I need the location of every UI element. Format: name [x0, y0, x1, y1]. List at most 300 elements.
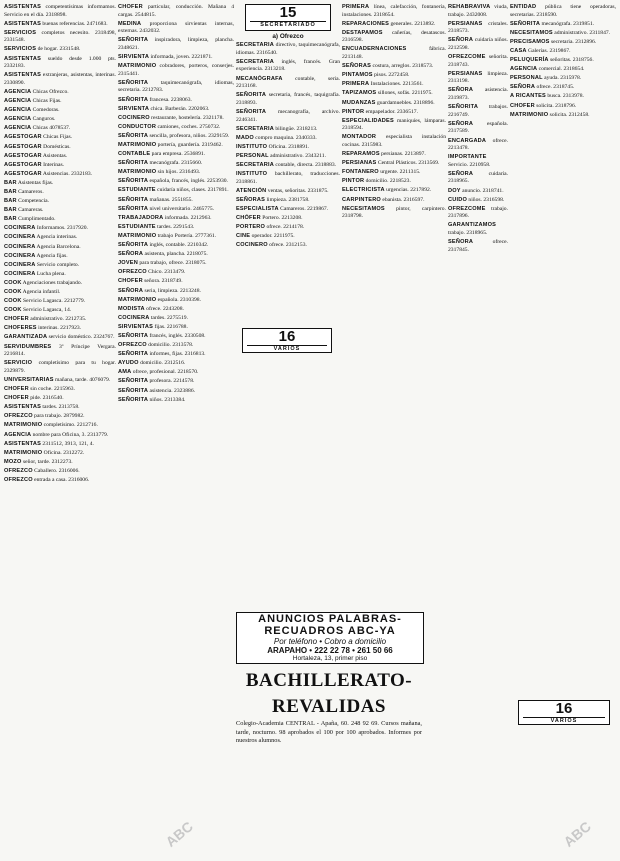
- classified-ad-heading: MATRIMONIO: [4, 422, 43, 429]
- classified-ad: [342, 187, 446, 195]
- classified-ad-text: cuidaría niños. 2212598.: [448, 37, 508, 51]
- classified-ad: [4, 134, 116, 142]
- classified-ad: [510, 30, 616, 38]
- classified-ad-heading: CASA: [510, 47, 527, 54]
- classified-ad: [4, 153, 116, 161]
- classified-ad: [118, 215, 234, 223]
- classified-ad-heading: SEÑORA: [118, 251, 144, 258]
- classified-ad-text: guardamuebles. 2318896.: [375, 99, 435, 106]
- classified-ad-heading: ATENCIÓN: [236, 187, 267, 194]
- classified-ad-text: trabajo. 2317896.: [448, 205, 508, 220]
- classified-ad-text: contable, directa. 2318883.: [273, 162, 337, 168]
- classified-ad-text: tardes. 2275519.: [149, 314, 188, 321]
- classified-ad: [342, 90, 446, 98]
- classified-ad-text: española, francés, inglés. 2253930.: [148, 178, 228, 185]
- classified-ad: [118, 187, 234, 195]
- classified-ad-heading: SEÑORITA: [118, 351, 149, 358]
- classified-ad-heading: ENTIDAD: [510, 4, 537, 10]
- classified-ad-text: compro maquina. 2340333.: [253, 134, 317, 141]
- classified-ad: [4, 413, 116, 421]
- classified-ad-heading: SECRETARIA: [236, 125, 274, 132]
- classified-ad-heading: AMA: [118, 369, 132, 376]
- ad-bachillerato: [236, 668, 422, 744]
- classified-ad-text: interinas. 2217923.: [36, 325, 82, 332]
- classified-ad-heading: INSTITUTO: [236, 171, 268, 178]
- classified-ad-heading: PINTOR: [342, 178, 365, 185]
- classified-ad: [4, 98, 116, 106]
- classified-ad: [118, 288, 234, 296]
- classified-ad-text: bachillerato, traducciones. 2318861.: [236, 171, 340, 185]
- classified-ad-text: secretaria. 2312896.: [549, 38, 597, 45]
- classified-ad-text: nivel universitario. 2465775.: [148, 205, 215, 212]
- classified-ad-text: ebanista. 2316597.: [380, 196, 425, 203]
- classified-ad-heading: OFREZCO: [4, 413, 33, 420]
- classified-ad-heading: GARANTIZADA: [4, 334, 48, 341]
- classified-ad-heading: SEÑORITA: [118, 205, 149, 212]
- classified-ad: [236, 233, 340, 241]
- classified-ad: [448, 104, 508, 119]
- classified-ad-text: generales. 2213892.: [389, 20, 436, 27]
- classified-ad-text: tardes. 2291543.: [155, 223, 195, 230]
- classified-ad-heading: CUIDO: [448, 196, 468, 203]
- classified-ad-heading: CHOFERES: [4, 325, 37, 332]
- classified-ad: [4, 432, 116, 440]
- classified-ad-heading: SEÑORA: [448, 170, 474, 177]
- classified-ad-heading: MONTADOR: [342, 134, 377, 141]
- classified-ad: [4, 144, 116, 152]
- classified-ad: [4, 377, 116, 385]
- classified-ad-text: urgente. 2211315.: [378, 169, 421, 176]
- classified-ad-heading: AGESTOGAR: [4, 134, 42, 141]
- classified-ad-heading: SEÑORITA: [118, 196, 149, 203]
- classified-ad-heading: MEDINA: [118, 20, 142, 27]
- classified-ad-heading: CHOFER: [4, 316, 29, 323]
- classified-ad: [4, 46, 116, 54]
- classified-ad-text: portería, guardería. 2319462.: [156, 142, 223, 148]
- classified-ad-text: limpieza. 2381758.: [265, 196, 310, 203]
- classified-ad-text: ventas, señoritas. 2331875.: [266, 187, 329, 194]
- classified-ad: [236, 197, 340, 205]
- classified-ad-text: busca. 2313978.: [545, 93, 584, 100]
- classified-ad-text: niños. 2316598.: [467, 196, 505, 203]
- classified-ad-text: señora. 2318749.: [142, 278, 183, 285]
- classified-ad-text: ofrece. 2243208.: [144, 305, 184, 312]
- classified-ad: [118, 342, 234, 350]
- classified-ad-heading: REPARAMOS: [342, 151, 380, 158]
- classified-ad-text: española. 2310398.: [156, 296, 201, 303]
- ad-anuncios-phones: ARAPAHO • 222 22 78 • 261 50 66: [267, 646, 393, 655]
- watermark-abc-1: ABC: [162, 818, 196, 850]
- watermark-abc-2: ABC: [560, 818, 594, 850]
- classified-ad-text: servicio doméstico. 2324767.: [47, 334, 115, 341]
- classified-ad: [236, 144, 340, 152]
- classified-ad-text: Oficina. 2318891.: [267, 143, 310, 150]
- classified-ad: [4, 207, 116, 215]
- classified-ad: [342, 169, 446, 177]
- classified-ad-text: Instalaciones. 2213561.: [369, 81, 424, 88]
- classified-ad-heading: AGESTOGAR: [4, 152, 42, 159]
- classified-ad: [448, 54, 508, 69]
- classified-ad: [4, 234, 116, 242]
- classified-ad-heading: CONTABLE: [118, 151, 151, 158]
- classified-ad: [342, 197, 446, 205]
- classified-ad: [118, 360, 234, 368]
- classified-ad-heading: SEÑORA: [510, 84, 536, 91]
- classified-ad: [342, 100, 446, 108]
- classified-ad: [236, 135, 340, 143]
- classified-ad: [448, 188, 508, 196]
- classified-ad-heading: MATRIMONIO: [118, 142, 157, 148]
- classified-ad-text: ofrece. 2312153.: [267, 242, 307, 249]
- classified-ad-text: administrativo. 2343211.: [268, 152, 326, 159]
- classified-ad: [4, 450, 116, 458]
- classified-ad-text: completísimo. 2212716.: [42, 422, 98, 429]
- classified-ad-heading: SIRVIENTA: [118, 54, 150, 61]
- classified-ad-heading: PERSONAL: [236, 152, 269, 159]
- classified-ad-text: Lucha plena.: [35, 270, 66, 277]
- classified-ad-heading: ASISTENTAS: [4, 404, 42, 411]
- ad-anuncios-address: Hortaleza, 13, primer piso: [292, 655, 368, 662]
- classified-ad-heading: BAR: [4, 198, 17, 205]
- classified-ad-text: Oficina. 2312272.: [42, 449, 85, 456]
- section-label: VARIOS: [247, 345, 327, 352]
- classified-ad-heading: ASISTENTAS: [4, 4, 42, 10]
- classified-ad-text: Camareros. 2219867.: [278, 205, 329, 212]
- classified-ad: [448, 121, 508, 136]
- classified-ad: [4, 262, 116, 270]
- classified-ad-text: cobradores, porteros, conserjes. 2315441.: [118, 63, 234, 77]
- classified-ad-text: Servicio Lagasca, 14.: [21, 307, 72, 314]
- classified-ad-heading: TAPIZAMOS: [342, 90, 377, 97]
- classified-ad: [342, 72, 446, 80]
- section-number: 16: [278, 328, 296, 345]
- classified-ad: [118, 124, 234, 132]
- classified-ad-text: mañanas. 2551855.: [148, 196, 193, 203]
- classified-ad-heading: BAR: [4, 188, 17, 195]
- classified-ad: [4, 344, 116, 359]
- classified-ad-text: Camareros.: [16, 188, 44, 195]
- classified-ad-text: Agencia fijas.: [35, 252, 68, 259]
- classified-ad-heading: COOK: [4, 289, 22, 295]
- classified-ad: [236, 215, 340, 223]
- section-number: 16: [555, 700, 573, 717]
- classified-ad: [118, 63, 234, 78]
- classified-ad-heading: SEÑORITA: [118, 37, 149, 44]
- column-2: [118, 4, 234, 834]
- classified-ad-text: informada. 2212963.: [163, 214, 212, 221]
- column-3: [236, 4, 340, 584]
- classified-ad: [118, 80, 234, 95]
- section-label: VARIOS: [523, 717, 605, 724]
- classified-ad-heading: SEÑORITA: [236, 108, 267, 115]
- classified-ad-text: Cumplimentado.: [16, 216, 56, 223]
- classified-ad: [118, 115, 234, 123]
- classified-ad-heading: SEÑORA: [448, 87, 474, 94]
- classified-ad-heading: DESTAPAMOS: [342, 29, 383, 36]
- classified-ad: [118, 378, 234, 386]
- section-offer: a) Ofrezco: [272, 32, 304, 40]
- classified-ad-heading: PERSONAL: [510, 75, 543, 82]
- classified-ad-text: viuda, trabajo. 2432008.: [448, 4, 508, 18]
- classified-ad-text: Agencia interinas.: [35, 234, 78, 241]
- classified-ad-heading: SERVICIO: [4, 360, 33, 367]
- classified-ad-text: inspiradora, limpieza, plancha. 2348621.: [118, 37, 234, 51]
- classified-ad: [4, 289, 116, 297]
- classified-ad: [118, 397, 234, 405]
- classified-ad: [342, 21, 446, 29]
- classified-ad: [342, 109, 446, 117]
- classified-ad: [4, 468, 116, 476]
- classified-ad-text: sin coche. 2215963.: [28, 386, 75, 393]
- classified-ad-text: Chicas 4078537.: [31, 125, 71, 132]
- classified-ad: [118, 306, 234, 314]
- classified-ad: [4, 72, 116, 87]
- classified-ad-heading: MOZO: [4, 458, 22, 465]
- classified-ad-heading: MECANÓGRAFA: [236, 75, 283, 82]
- classified-ad-heading: SIRVIENTAS: [118, 323, 154, 330]
- classified-ad-heading: BAR: [4, 216, 17, 223]
- classified-ad-heading: OFREZCOME: [448, 54, 486, 61]
- classified-ad-heading: ENCUADERNACIONES: [342, 46, 407, 53]
- classified-ad-heading: CHOFER: [118, 278, 143, 285]
- classified-ad-text: bilingüe. 2318213.: [273, 125, 318, 132]
- classified-ad: [510, 4, 616, 19]
- classified-ad-text: trabajo Portería. 2777361.: [156, 232, 217, 239]
- classified-ad: [4, 360, 116, 375]
- classified-ad: [448, 239, 508, 254]
- classified-ad-heading: SEÑORA: [448, 239, 474, 246]
- classified-ad-heading: ENCARGADA: [448, 137, 487, 144]
- classified-ad-heading: DOY: [448, 187, 461, 194]
- classified-ad-heading: PERSIANAS: [448, 20, 483, 27]
- classified-ad: [4, 56, 116, 71]
- classified-ad-heading: COCINERO: [236, 242, 268, 249]
- classified-ad-text: niños. 2313384.: [148, 396, 186, 403]
- classified-ad: [118, 388, 234, 396]
- classified-ad-heading: JOVEN: [118, 260, 138, 267]
- classified-ad-text: especialista instalación cocinas. 2315983.: [342, 134, 446, 148]
- classified-ad: [236, 92, 340, 107]
- classified-ad-heading: PRIMERA: [342, 4, 370, 10]
- classified-ad: [342, 30, 446, 45]
- classified-ad-text: administrativo. 2212735.: [28, 316, 87, 323]
- classified-ad-text: mañana, tarde. 4076079.: [53, 376, 111, 383]
- classified-ad-heading: SIRVIENTA: [118, 105, 150, 112]
- classified-ad-heading: BAR: [4, 207, 17, 214]
- classified-ad-text: secretaria, francés, taquigrafía. 2318893.: [236, 92, 340, 106]
- classified-ad-text: Servicio completo.: [35, 261, 80, 268]
- classified-ad-heading: OFREZCO: [118, 342, 147, 349]
- classified-ad-heading: SEÑORITA: [118, 96, 149, 103]
- classified-ad: [118, 278, 234, 286]
- classified-ad-heading: CHOFER: [510, 102, 535, 109]
- classified-ad: [342, 4, 446, 19]
- classified-ad-text: francesa. 2238063.: [148, 96, 192, 103]
- classified-ad: [4, 107, 116, 115]
- classified-ad: [118, 142, 234, 150]
- ad-bachillerato-body: Colegio-Academia CENTRAL - Apaña, 60. 248 92 69. Cursos mañana, tarde, nocturno. 98 aprobados el 100 por 100 aprobados. Informes por nuestros alumnos.: [236, 720, 422, 744]
- classified-ad: [4, 189, 116, 197]
- classified-ad-text: chica. Barberán. 2202063.: [149, 105, 210, 112]
- classified-ad-heading: PERSIANAS: [342, 160, 377, 167]
- classified-ad: [236, 162, 340, 170]
- classified-ad-text: contable, seria. 2213168.: [236, 75, 340, 90]
- classified-ad: [4, 244, 116, 252]
- classified-ad-text: Informamos. 2317920.: [35, 225, 88, 232]
- section-label: SECRETARIADO: [250, 21, 326, 30]
- classified-ad-text: 3º Príncipe Vergara. 2216814.: [4, 343, 116, 358]
- classified-ad-text: empapelador. 2336517.: [364, 108, 418, 115]
- classified-ad: [118, 178, 234, 186]
- classified-ad-text: completos necesito. 2318498, 2331548.: [4, 29, 116, 44]
- classified-ad-heading: COCINERA: [4, 252, 36, 259]
- classified-ad-heading: SEÑORITA: [510, 20, 541, 27]
- classified-ad-text: de hogar. 2331548.: [36, 46, 81, 53]
- classified-ad-text: ofrece, profesional. 2218570.: [131, 369, 199, 376]
- classified-ad-heading: ASISTENTAS: [4, 72, 42, 79]
- classified-ad-text: pública tiene operadoras, secretarias. 2318590.: [510, 4, 616, 18]
- column-3-list: [236, 42, 340, 250]
- classified-ad-text: cuidaría niños, clases. 2317891.: [155, 187, 229, 194]
- classified-ad: [236, 109, 340, 124]
- classified-ad: [448, 21, 508, 36]
- classified-ad-heading: AGENCIA: [4, 98, 32, 105]
- classified-ad: [118, 106, 234, 114]
- classified-ad-text: Portero. 2213208.: [260, 215, 303, 222]
- classified-ad: [118, 324, 234, 332]
- classified-ad-text: para empresa. 2536891.: [150, 151, 206, 158]
- classified-ad-heading: ASISTENTAS: [4, 20, 42, 27]
- classified-ad-heading: OFREZCO: [118, 269, 147, 276]
- classified-ad: [118, 160, 234, 168]
- classified-ad: [342, 134, 446, 149]
- classified-ad-text: Comedoras.: [31, 107, 60, 114]
- classified-ad: [510, 57, 616, 65]
- classified-ad-heading: IMPORTANTE: [448, 154, 487, 161]
- classified-ad-text: nombre para Oficina, 3. 2313779.: [31, 431, 109, 438]
- classified-ad-heading: SECRETARIA: [236, 162, 274, 168]
- classified-ad-text: ofrece. 2214178.: [265, 224, 305, 231]
- classified-ad-text: Asistentas.: [41, 152, 68, 159]
- classified-ad: [4, 271, 116, 279]
- classified-ad-text: mecanógrafa. 2319851.: [540, 20, 595, 27]
- classified-ad-heading: NECESITAMOS: [510, 29, 553, 36]
- classified-ad: [118, 242, 234, 250]
- classified-ad-text: completísimo para tu hogar. 2329879.: [4, 360, 116, 374]
- section-box-varios: [242, 328, 332, 353]
- classified-ad: [118, 269, 234, 277]
- classified-ad-text: asistencia. 2319873.: [448, 87, 508, 102]
- classified-ad: [448, 222, 508, 237]
- classified-ad: [4, 298, 116, 306]
- ad-anuncios: [236, 612, 424, 664]
- classified-ad-heading: SEÑORITA: [118, 79, 149, 86]
- classified-ad: [4, 4, 116, 19]
- classified-ad: [4, 307, 116, 315]
- classified-ad-heading: PRIMERA: [342, 81, 370, 88]
- classified-ad: [118, 251, 234, 259]
- classified-ad: [448, 4, 508, 19]
- classified-ad-text: Caballero. 2316006.: [32, 467, 80, 474]
- classified-ad-heading: SEÑORA: [448, 120, 474, 127]
- classified-ad-heading: PRECISAMOS: [510, 38, 550, 45]
- classified-ad: [118, 315, 234, 323]
- classified-ad: [4, 316, 116, 324]
- classified-ad-heading: PORTERO: [236, 224, 266, 231]
- classified-ad-text: Agenciaciones trabajando.: [21, 279, 83, 286]
- classified-ad-text: buenas referencias. 2471683.: [41, 20, 108, 27]
- section-number: 15: [279, 4, 297, 21]
- classified-ad-text: Camareras.: [16, 207, 44, 214]
- classified-ad-text: inglés, contable. 2210342.: [148, 242, 209, 249]
- classified-ad-heading: COCINERA: [4, 225, 36, 232]
- classified-ad-text: señor, tarde. 2312273.: [21, 458, 73, 465]
- classified-ad-text: para trabajo, ofrece. 2318075.: [137, 260, 207, 267]
- classified-ad-text: urgencias. 2217892.: [384, 187, 432, 194]
- classified-ad: [510, 66, 616, 74]
- classified-ad: [118, 21, 234, 36]
- classified-ad: [118, 169, 234, 177]
- classified-ad: [4, 225, 116, 233]
- classified-ad: [4, 395, 116, 403]
- classified-ad-text: proporciona sirvientas internas, externas. 2432032.: [118, 20, 234, 35]
- classified-ad-heading: AGESTOGAR: [4, 161, 42, 168]
- classified-ad: [4, 441, 116, 449]
- classified-ad-text: pisos. 2272458.: [372, 72, 410, 79]
- classified-ad-heading: MATRIMONIO: [510, 111, 549, 118]
- classified-ad-text: sillones, sofás. 2211975.: [376, 90, 433, 97]
- classified-ad-heading: SEÑORITA: [118, 178, 149, 185]
- classified-ad-text: domicilio. 2312516.: [138, 360, 186, 367]
- classified-ad: [118, 197, 234, 205]
- classified-ad-heading: ELECTRICISTA: [342, 187, 385, 194]
- classified-ad: [118, 133, 234, 141]
- classified-ad: [118, 4, 234, 19]
- classified-ad: [118, 297, 234, 305]
- classified-ad-text: ofrece. 2317845.: [448, 239, 508, 253]
- classified-ad-text: sencilla, profesora, niños. 2329159.: [148, 132, 230, 139]
- classified-ad-heading: CONDUCTOR: [118, 123, 157, 130]
- classified-ad-text: Asistencias. 2332183.: [41, 170, 93, 177]
- classified-ad-heading: MATRIMONIO: [118, 232, 157, 239]
- classified-ad: [4, 386, 116, 394]
- classified-ad-heading: PINTOR: [342, 108, 365, 115]
- classified-ad-heading: OFREZCO: [4, 476, 33, 483]
- classified-ad: [4, 116, 116, 124]
- classified-ad-text: Asistentas fijas.: [16, 179, 54, 186]
- classified-ad-text: para trabajo. 2879982.: [32, 413, 85, 420]
- classified-ad-heading: SEÑORITA: [118, 132, 149, 139]
- classified-ad-text: pide. 2316540.: [28, 395, 64, 402]
- classified-ad: [236, 224, 340, 232]
- classified-ad-heading: PINTAMOS: [342, 72, 373, 79]
- classified-ad: [118, 151, 234, 159]
- classified-ad-text: competentísimas informamos. Servicio en el día. 2318898.: [4, 4, 116, 18]
- classified-ad: [448, 171, 508, 186]
- classified-ad: [118, 206, 234, 214]
- classified-ad-heading: CHOFER: [118, 4, 143, 10]
- classified-ad-heading: SEÑORITA: [236, 92, 267, 99]
- classified-ad: [4, 404, 116, 412]
- classified-ad-text: cañerías, desatascos. 2316598.: [342, 29, 446, 44]
- classified-ad: [448, 138, 508, 153]
- classified-ad: [342, 206, 446, 221]
- classified-ad-heading: SEÑORITA: [118, 160, 149, 167]
- classified-ad: [236, 188, 340, 196]
- classified-ad-text: Agencia Barcelona.: [35, 243, 81, 250]
- classified-ad-text: cuidaría. 2318965.: [448, 170, 508, 185]
- classified-ad: [4, 422, 116, 430]
